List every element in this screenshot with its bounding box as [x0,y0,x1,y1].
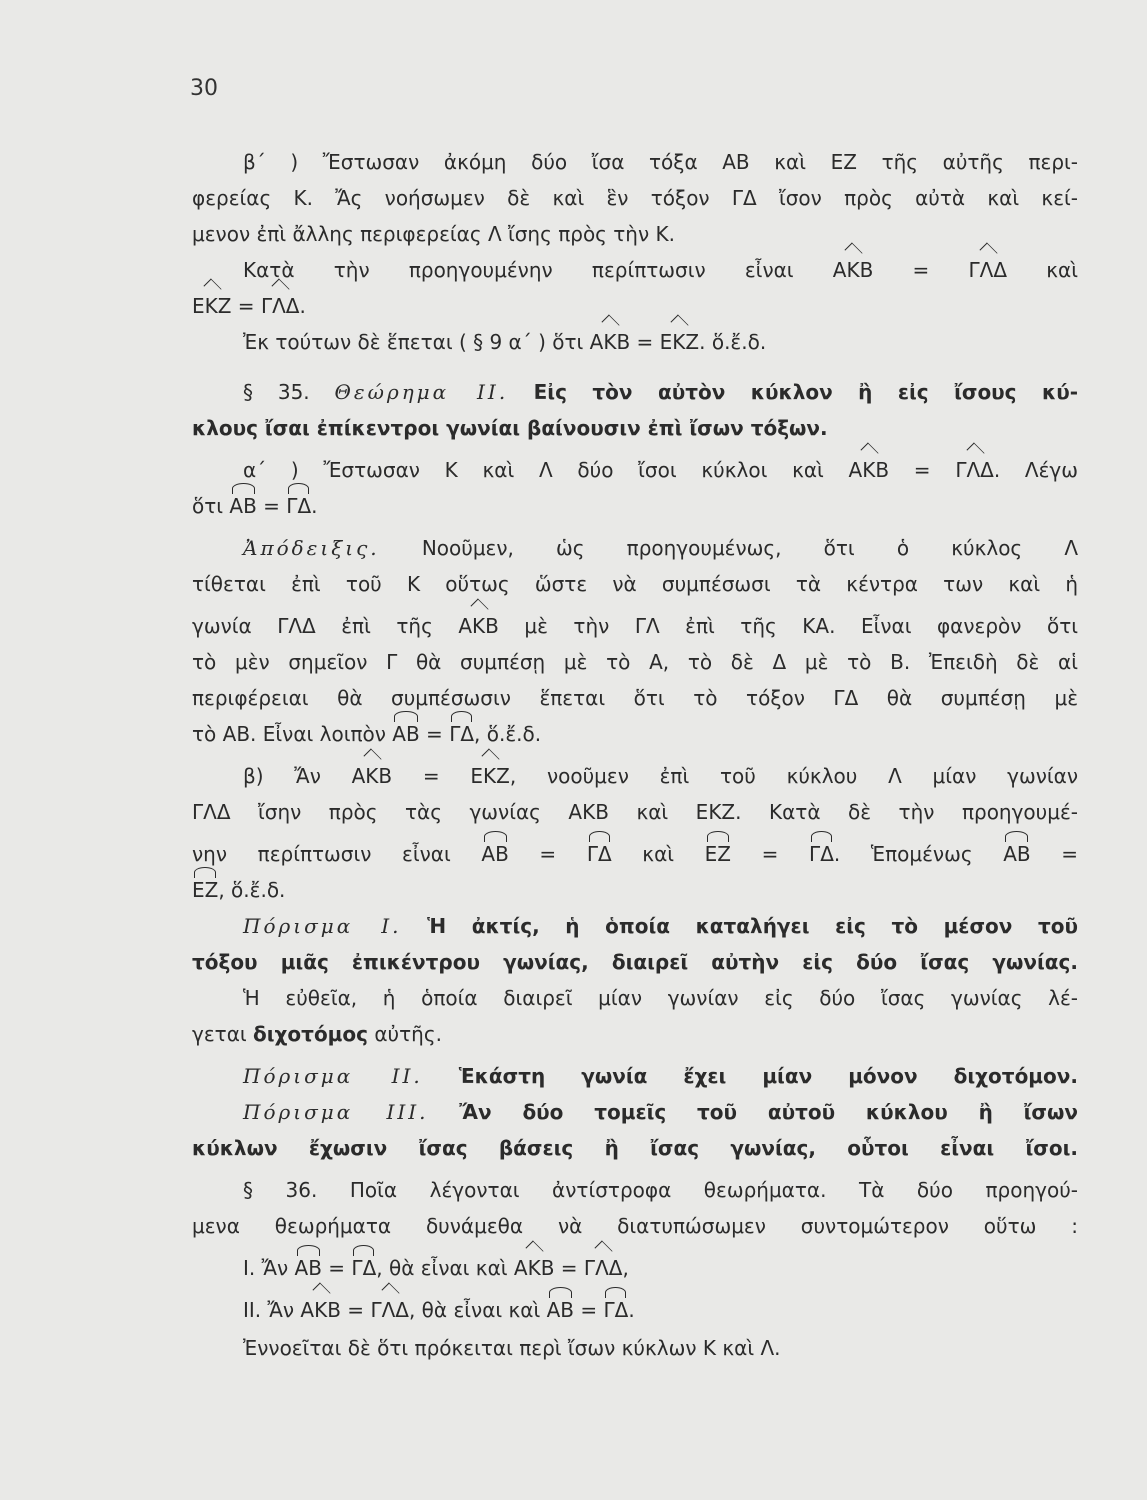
text-run: Ἐκ τούτων δὲ ἕπεται ( § 9 α΄ ) ὅτι [243,330,590,354]
corollary-statement: Ἄν δύο τομεῖς τοῦ αὐτοῦ κύκλου ἢ ἴσων [428,1100,1078,1124]
text-run: . Ἑπομένως [833,842,1004,866]
corollary-statement: Ἡ ἀκτίς, ἡ ὁποία καταλήγει εἰς τὸ μέσον τοῦ [401,914,1078,938]
angle-symbol: ΓΛΔ [583,1256,623,1280]
converse-line [243,1254,1078,1282]
arc-symbol: ΓΔ [586,842,612,866]
text-line [243,456,1078,484]
text-run: Κατὰ τὴν προηγουμένην περίπτωσιν εἶναι [243,258,833,282]
text-line [192,840,1078,868]
text-run: = [419,722,450,746]
text-run: = [340,1298,371,1322]
theorem-heading [243,378,1078,406]
arc-symbol: ΑΒ [392,722,420,746]
text-run: = [1030,842,1079,866]
arc-symbol: ΓΔ [603,1298,629,1322]
arc-symbol: ΑΒ [546,1298,575,1322]
text-run: = [321,1256,352,1280]
text-line [243,256,1078,284]
text-run: = [574,1298,604,1322]
angle-symbol: ΕΚΖ [470,764,510,788]
angle-symbol: ΓΛΔ [955,458,994,482]
text-run: = [554,1256,584,1280]
text-run: Νοοῦμεν, ὡς προηγουμένως, ὅτι ὁ κύκλος Λ [379,536,1078,560]
proof-label: Ἀπόδειξις. [243,536,380,560]
angle-symbol: ΑΚΒ [848,458,890,482]
text-run: , νοοῦμεν ἐπὶ τοῦ κύκλου Λ μίαν γωνίαν [509,764,1078,788]
arc-symbol: ΕΖ [704,842,732,866]
text-line: φερείας Κ. Ἄς νοήσωμεν δὲ καὶ ἓν τόξον ΓΔ ἴσον πρὸς αὐτὰ καὶ κεί- [192,186,1078,210]
corollary-heading [243,1098,1078,1126]
text-line: ΓΛΔ ἴσην πρὸς τὰς γωνίας ΑΚΒ καὶ ΕΚΖ. Κατὰ δὲ τὴν προηγουμέ- [192,800,1078,824]
text-run: = [508,842,587,866]
text-run: μὲ τὴν ΓΛ ἐπὶ τῆς ΚΑ. Εἶναι φανερὸν ὅτι [498,614,1078,638]
text-run: , ὅ.ἔ.δ. [218,878,286,902]
section-heading: § 36. Ποῖα λέγονται ἀντίστροφα θεωρήματα. Τὰ δύο προηγού- [243,1178,1078,1202]
arc-symbol: ΑΒ [294,1256,322,1280]
corollary-statement: τόξου μιᾶς ἐπικέντρου γωνίας, διαιρεῖ αὐτὴν εἰς δύο ἴσας γωνίας. [192,950,1078,974]
text-run: . [311,494,318,518]
angle-symbol: ΓΛΔ [968,258,1008,282]
text-run: τὸ ΑΒ. Εἶναι λοιπὸν [192,722,393,746]
theorem-statement: Εἰς τὸν αὐτὸν κύκλον ἢ εἰς ἴσους κύ- [508,380,1079,404]
text-line: β΄ ) Ἔστωσαν ἀκόμη δύο ἴσα τόξα ΑΒ καὶ ΕΖ τῆς αὐτῆς περι- [243,150,1078,174]
text-line [243,762,1078,790]
arc-symbol: ΕΖ [192,878,219,902]
text-run: , θὰ εἶναι καὶ [408,1298,547,1322]
text-run: = [392,764,471,788]
corollary-statement: κύκλων ἔχωσιν ἴσας βάσεις ἢ ἴσας γωνίας, οὗτοι εἶναι ἴσοι. [192,1136,1078,1160]
corollary-label: Πόρισμα Ι. [243,914,402,938]
text-run: . ὅ.ἔ.δ. [699,330,767,354]
text-run: = [731,842,810,866]
arc-symbol: ΓΔ [449,722,475,746]
arc-symbol: ΑΒ [229,494,257,518]
angle-symbol: ΕΚΖ [192,294,232,318]
text-run: καὶ [611,842,705,866]
text-line: μενον ἐπὶ ἄλλης περιφερείας Λ ἴσης πρὸς τὴν Κ. [192,222,675,246]
text-line [192,1020,1078,1048]
arc-symbol: ΑΒ [481,842,509,866]
angle-symbol: ΑΚΒ [351,764,393,788]
text-line [243,534,1078,562]
text-run: , θὰ εἶναι καὶ [376,1256,514,1280]
section-number: § 35. [243,380,335,404]
text-run: γωνία ΓΛΔ ἐπὶ τῆς [192,614,459,638]
corollary-label: Πόρισμα ΙΙ. [243,1064,423,1088]
text-run: α΄ ) Ἔστωσαν Κ καὶ Λ δύο ἴσοι κύκλοι καὶ [243,458,849,482]
arc-symbol: ΓΔ [351,1256,377,1280]
text-run: νην περίπτωσιν εἶναι [192,842,482,866]
text-line: περιφέρειαι θὰ συμπέσωσιν ἕπεται ὅτι τὸ τόξον ΓΔ θὰ συμπέσῃ μὲ [192,686,1078,710]
converse-line [243,1296,1078,1324]
text-line: τίθεται ἐπὶ τοῦ Κ οὕτως ὥστε νὰ συμπέσωσι τὰ κέντρα των καὶ ἡ [192,572,1078,596]
text-line: Ἡ εὐθεῖα, ἡ ὁποία διαιρεῖ μίαν γωνίαν εἰς δύο ἴσας γωνίας λέ- [243,986,1078,1010]
page-number: 30 [190,76,218,101]
text-run: αὐτῆς. [368,1022,442,1046]
text-line: τὸ μὲν σημεῖον Γ θὰ συμπέσῃ μὲ τὸ Α, τὸ δὲ Δ μὲ τὸ Β. Ἐπειδὴ δὲ αἱ [192,650,1078,674]
text-run: . Λέγω [993,458,1078,482]
text-line [192,612,1078,640]
text-run: Ι. Ἄν [243,1256,295,1280]
arc-symbol: ΓΔ [809,842,834,866]
corollary-heading [243,912,1078,940]
text-run: = [889,458,956,482]
text-line [192,492,1078,520]
angle-symbol: ΕΚΖ [659,330,700,354]
angle-symbol: ΓΛΔ [370,1298,409,1322]
angle-symbol: ΑΚΒ [458,614,499,638]
text-line: Ἐννοεῖται δὲ ὅτι πρόκειται περὶ ἴσων κύκλων Κ καὶ Λ. [243,1336,781,1360]
theorem-label: Θεώρημα ΙΙ. [334,380,509,404]
text-run: . [628,1298,635,1322]
text-run: = [873,258,969,282]
corollary-label: Πόρισμα ΙΙΙ. [243,1100,429,1124]
text-run: , ὅ.ἔ.δ. [474,722,542,746]
text-run: = [231,294,261,318]
text-line [192,876,1078,904]
text-line [243,328,1078,356]
text-line: μενα θεωρήματα δυνάμεθα νὰ διατυπώσωμεν συντομώτερον οὕτω : [192,1214,1078,1238]
angle-symbol: ΑΚΒ [513,1256,555,1280]
text-line [192,292,1078,320]
text-run: = [630,330,660,354]
text-run: , [622,1256,629,1280]
arc-symbol: ΓΔ [286,494,312,518]
text-run: ΙΙ. Ἄν [243,1298,301,1322]
text-run: β) Ἄν [243,764,352,788]
text-run: γεται [192,1022,253,1046]
angle-symbol: ΑΚΒ [832,258,874,282]
corollary-heading [243,1062,1078,1090]
text-run: καὶ [1007,258,1078,282]
text-run: . [299,294,306,318]
theorem-statement: κλους ἴσαι ἐπίκεντροι γωνίαι βαίνουσιν ἐπὶ ἴσων τόξων. [192,416,828,440]
arc-symbol: ΑΒ [1003,842,1031,866]
text-run: = [256,494,287,518]
angle-symbol: ΑΚΒ [589,330,631,354]
corollary-statement: Ἑκάστη γωνία ἔχει μίαν μόνον διχοτόμον. [422,1064,1078,1088]
angle-symbol: ΓΛΔ [260,294,300,318]
angle-symbol: ΑΚΒ [300,1298,341,1322]
text-line [192,720,1078,748]
text-run: ὅτι [192,494,230,518]
term-bisector: διχοτόμος [253,1022,368,1046]
